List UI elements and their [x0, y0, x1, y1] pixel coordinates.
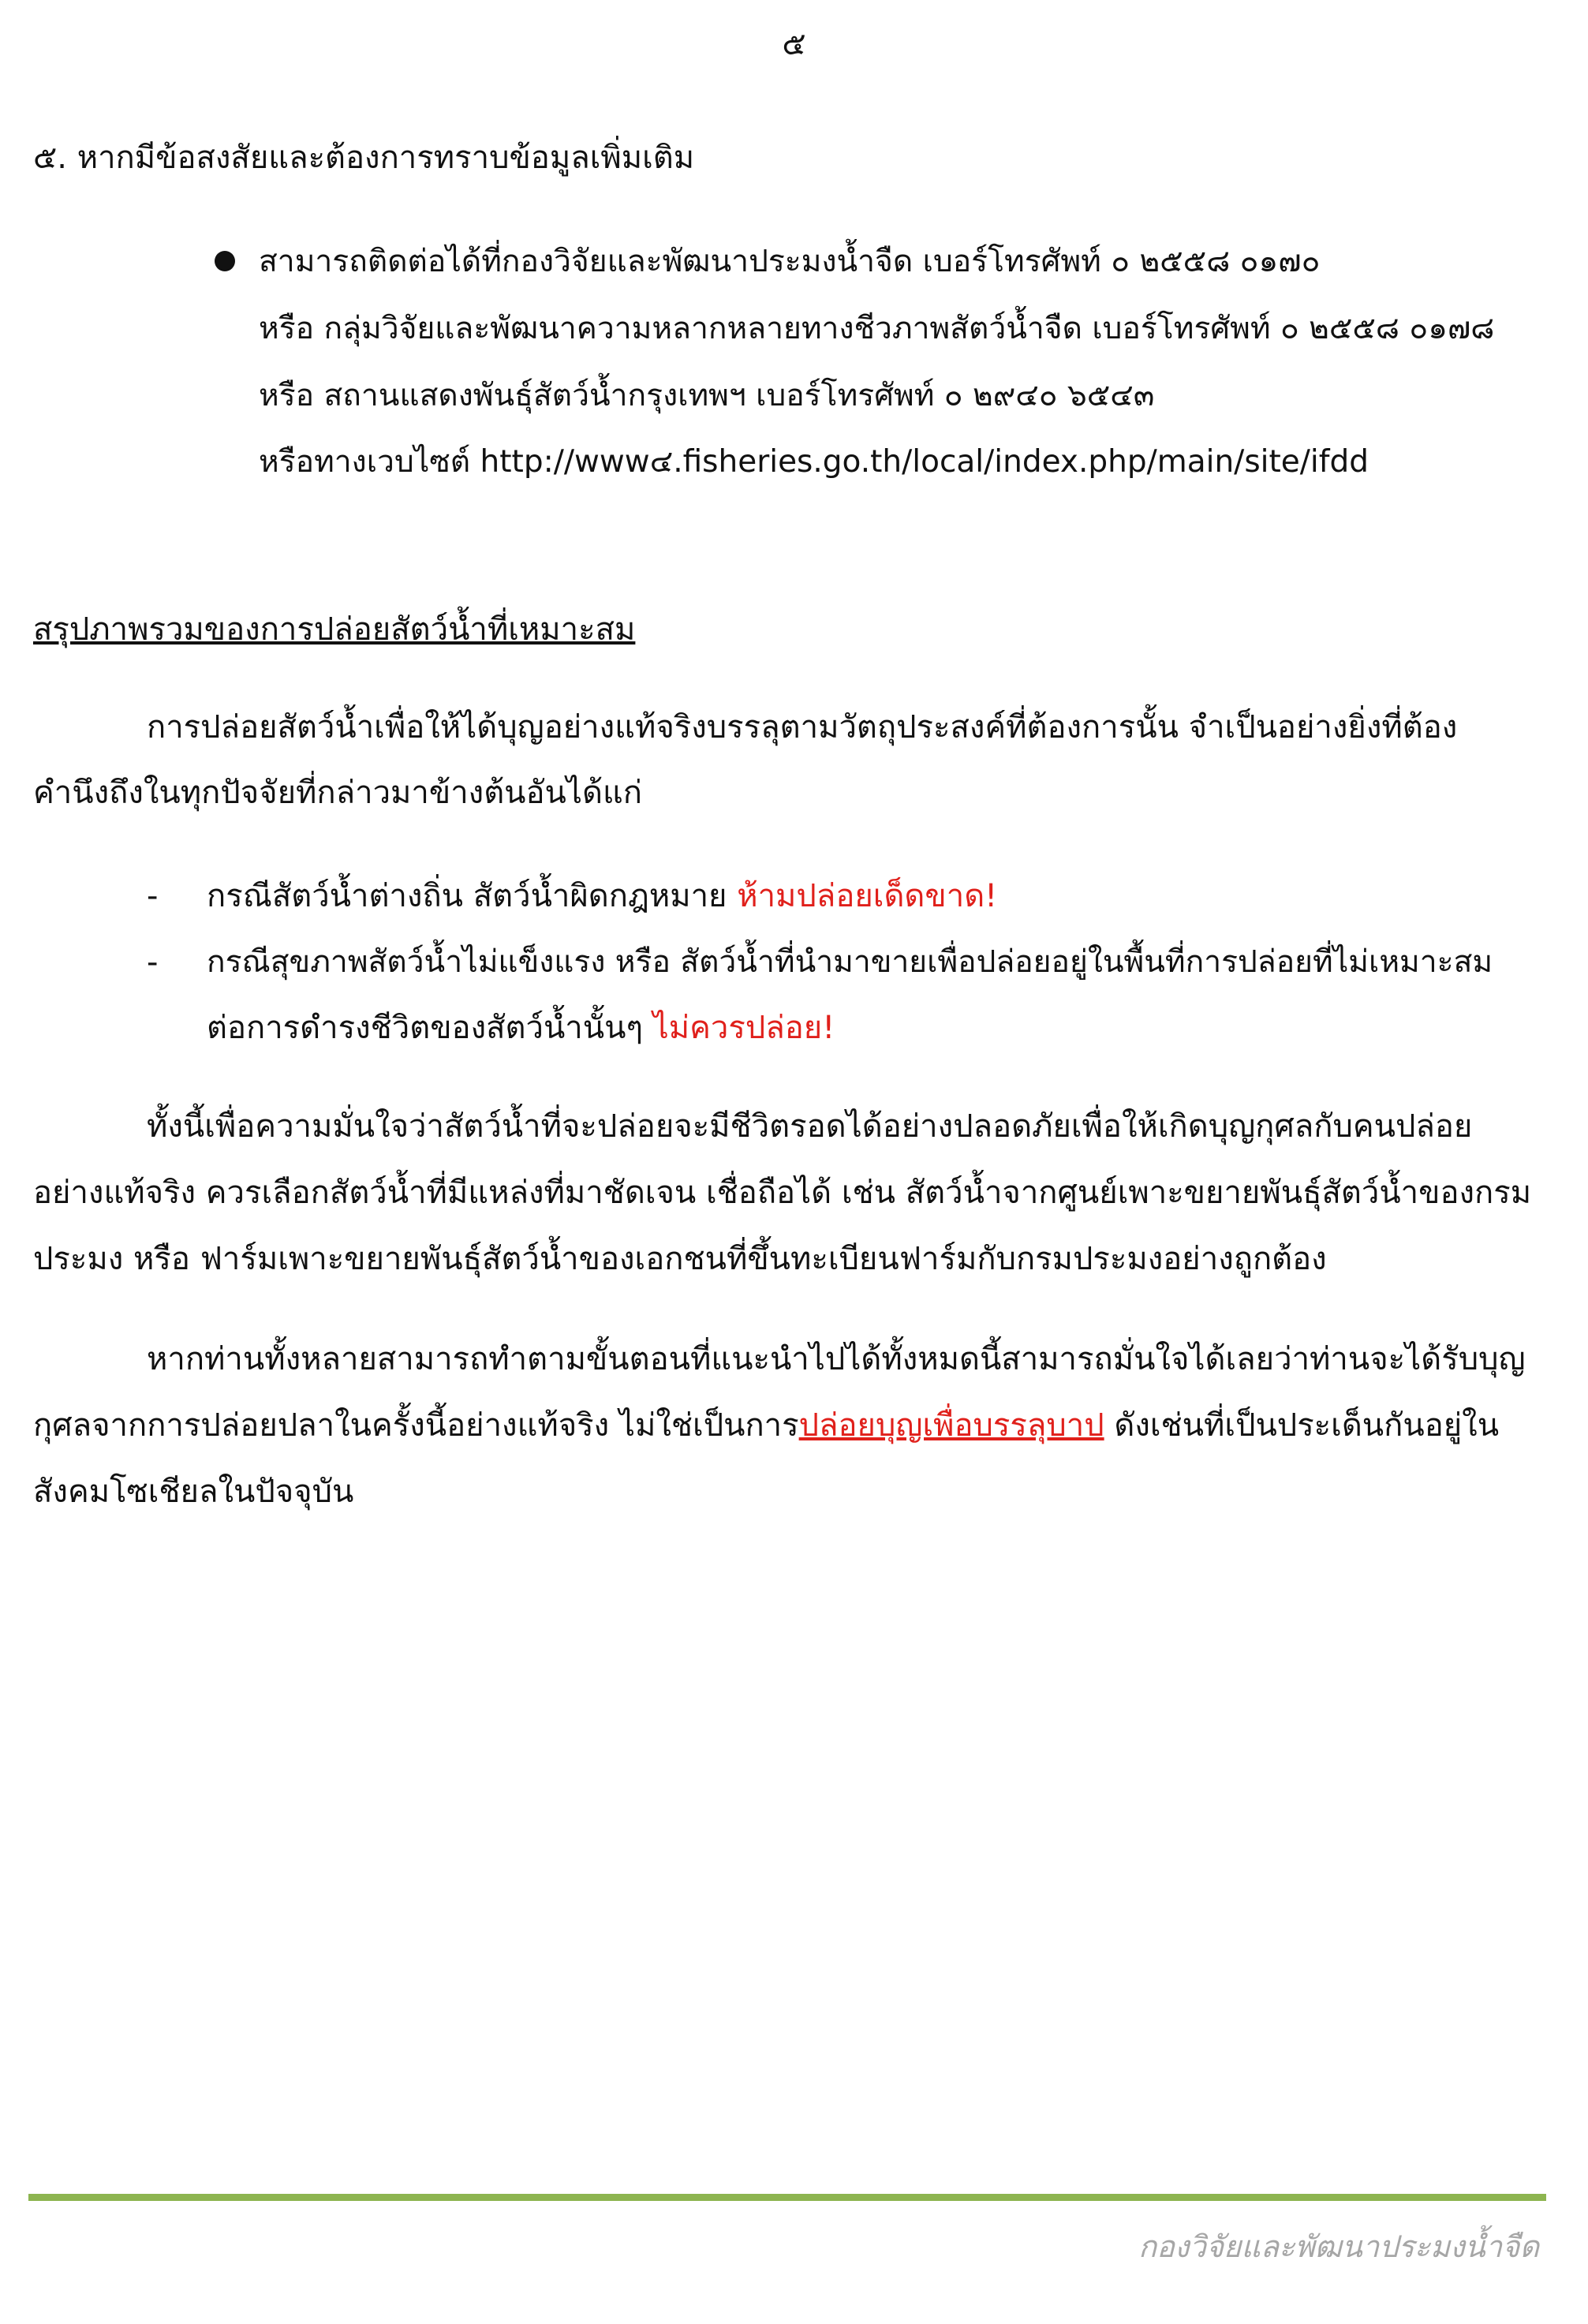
paragraph-2-line-1: ทั้งนี้เพื่อความมั่นใจว่าสัตว์น้ำที่จะปล่อยจะมีชีวิตรอดได้อย่างปลอดภัยเพื่อให้เกิดบุญกุศลกับคนปล่อย	[147, 1108, 1473, 1145]
paragraph-3-text-pre: กุศลจากการปล่อยปลาในครั้งนี้อย่างแท้จริง ไม่ใช่เป็นการ	[33, 1407, 799, 1444]
bullet-1-text: กรณีสัตว์น้ำต่างถิ่น สัตว์น้ำผิดกฎหมาย	[207, 878, 738, 914]
bullet-2-warning: ไม่ควรปล่อย!	[652, 1010, 835, 1046]
bullet-1-warning: ห้ามปล่อยเด็ดขาด!	[737, 878, 998, 914]
paragraph-3-highlight: ปล่อยบุญเพื่อบรรลุบาป	[798, 1407, 1104, 1444]
intro-paragraph-line-1: การปล่อยสัตว์น้ำเพื่อให้ได้บุญอย่างแท้จริงบรรลุตามวัตถุประสงค์ที่ต้องการนั้น จำเป็นอย่างยิ่งที่ต้อง	[147, 709, 1458, 745]
dash-bullet-2-icon: -	[147, 944, 159, 981]
bullet-2-text: ต่อการดำรงชีวิตของสัตว์น้ำนั้นๆ	[207, 1010, 653, 1046]
contact-line-3: หรือ สถานแสดงพันธุ์สัตว์น้ำกรุงเทพฯ เบอร์โทรศัพท์ ๐ ๒๙๔๐ ๖๕๔๓	[259, 378, 1155, 413]
dash-bullet-1-icon: -	[147, 878, 159, 914]
bullet-item-2-line-1: กรณีสุขภาพสัตว์น้ำไม่แข็งแรง หรือ สัตว์น้ำที่นำมาขายเพื่อปล่อยอยู่ในพื้นที่การปล่อยที่ไม่เหมาะสม	[207, 944, 1493, 980]
bullet-item-1	[207, 872, 997, 920]
contact-website-line: หรือทางเวบไซต์ http://www๔.fisheries.go.th/local/index.php/main/site/ifdd	[259, 444, 1369, 480]
paragraph-2-line-2: อย่างแท้จริง ควรเลือกสัตว์น้ำที่มีแหล่งที่มาชัดเจน เชื่อถือได้ เช่น สัตว์น้ำจากศูนย์เพาะขยายพันธุ์สัตว์น้ำของกรม	[33, 1175, 1532, 1211]
paragraph-3-line-1: หากท่านทั้งหลายสามารถทำตามขั้นตอนที่แนะนำไปได้ทั้งหมดนี้สามารถมั่นใจได้เลยว่าท่านจะได้รับบุญ	[147, 1341, 1526, 1377]
contact-line-2: หรือ กลุ่มวิจัยและพัฒนาความหลากหลายทางชีวภาพสัตว์น้ำจืด เบอร์โทรศัพท์ ๐ ๒๕๕๘ ๐๑๗๘	[259, 311, 1495, 346]
intro-paragraph-line-2: คำนึงถึงในทุกปัจจัยที่กล่าวมาข้างต้นอันได้แก่	[33, 775, 642, 811]
bullet-dot-icon	[215, 251, 235, 271]
paragraph-3-text-post: ดังเช่นที่เป็นประเด็นกันอยู่ใน	[1104, 1407, 1500, 1444]
footer-rule	[28, 2194, 1546, 2201]
paragraph-3-line-2	[33, 1402, 1499, 1449]
bullet-item-2-line-2	[207, 1004, 835, 1052]
footer-department-name: กองวิจัยและพัฒนาประมงน้ำจืด	[1138, 2229, 1539, 2264]
section-5-heading: ๕. หากมีข้อสงสัยและต้องการทราบข้อมูลเพิ่มเติม	[33, 140, 695, 176]
paragraph-2-line-3: ประมง หรือ ฟาร์มเพาะขยายพันธุ์สัตว์น้ำของเอกชนที่ขึ้นทะเบียนฟาร์มกับกรมประมงอย่างถูกต้อง	[33, 1241, 1327, 1277]
summary-heading: สรุปภาพรวมของการปล่อยสัตว์น้ำที่เหมาะสม	[33, 611, 636, 648]
page-number: ๕	[782, 26, 806, 62]
contact-line-1: สามารถติดต่อได้ที่กองวิจัยและพัฒนาประมงน้ำจืด เบอร์โทรศัพท์ ๐ ๒๕๕๘ ๐๑๗๐	[259, 244, 1321, 279]
paragraph-3-line-3: สังคมโซเชียลในปัจจุบัน	[33, 1474, 354, 1510]
